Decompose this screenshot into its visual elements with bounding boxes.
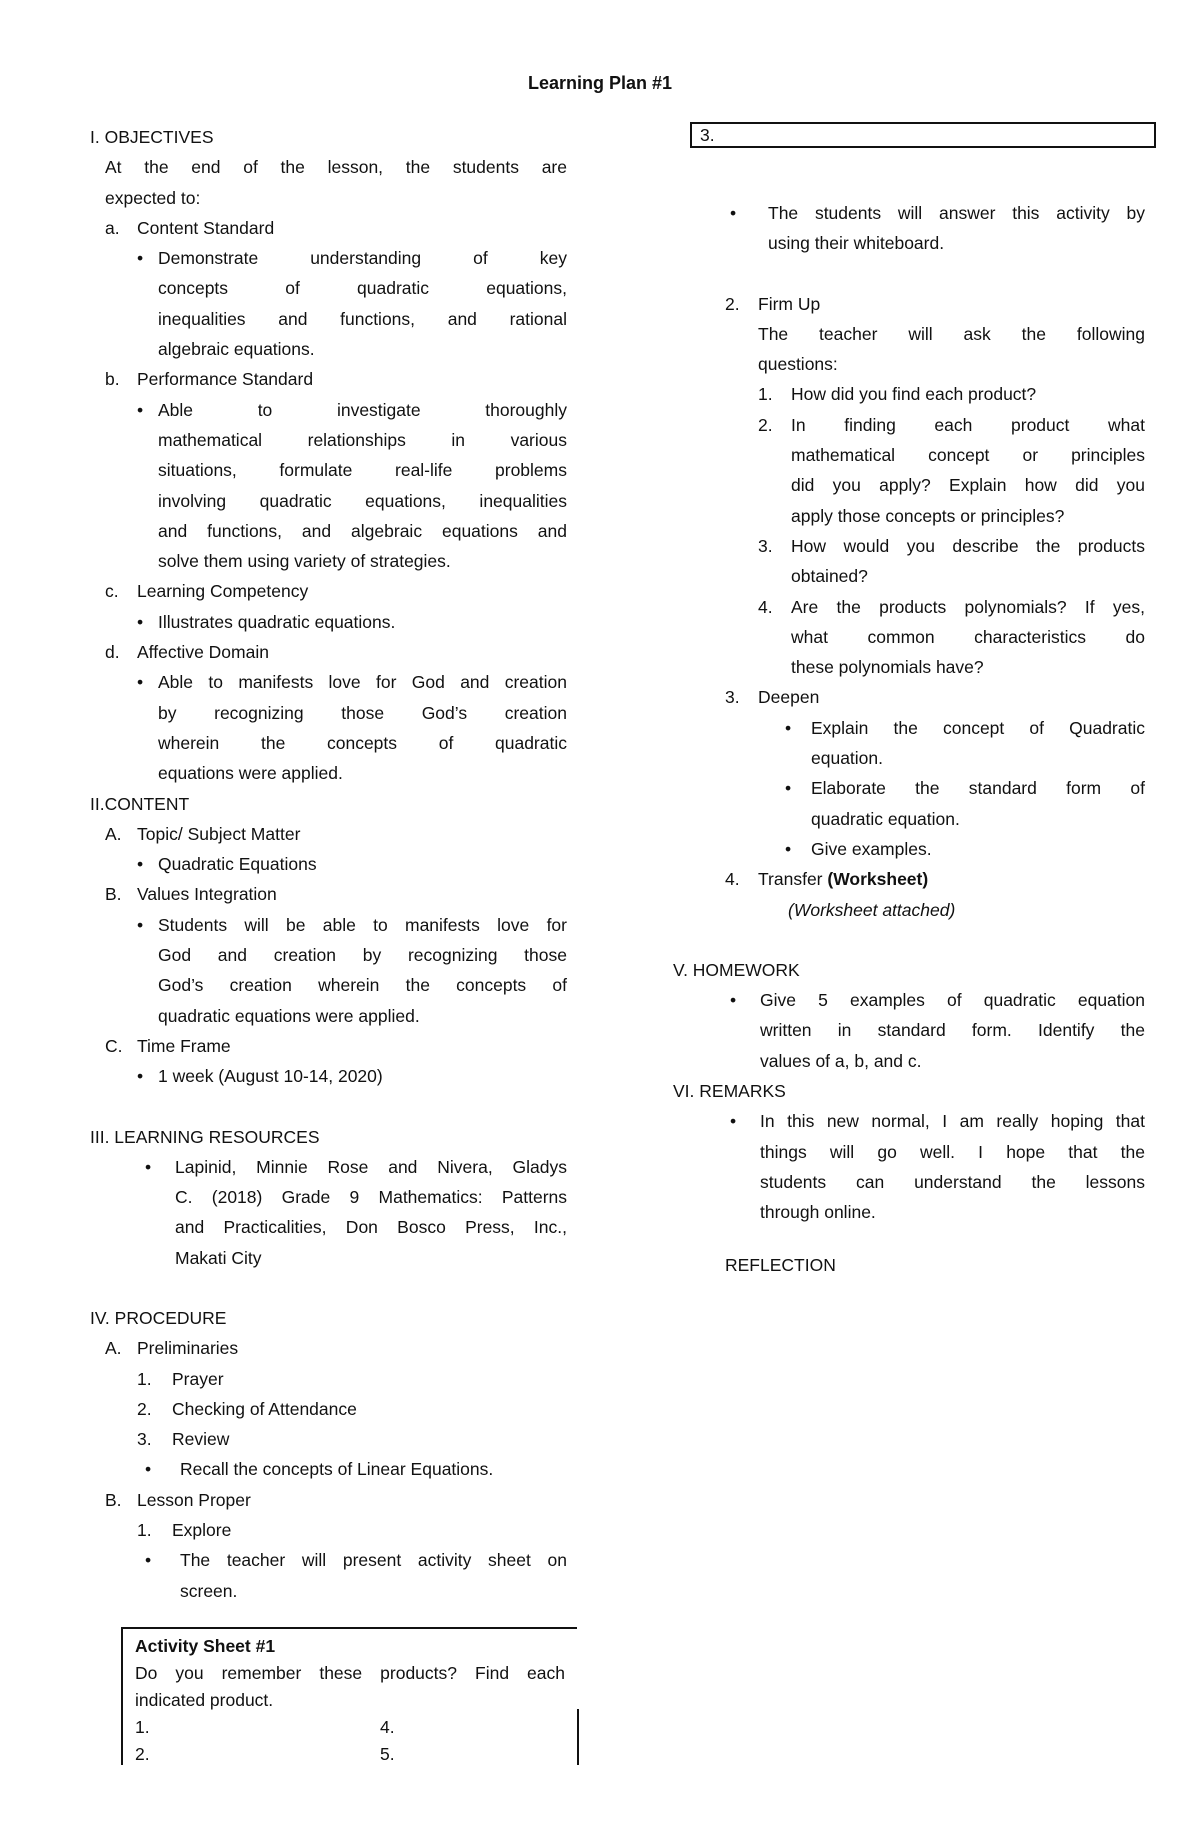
bullet-icon: • (137, 611, 144, 632)
list-marker: A. (105, 823, 122, 844)
transfer-item: 4. Transfer (Worksheet) (725, 869, 929, 890)
learning-competency-item (105, 576, 567, 606)
bullet-icon: • (137, 248, 144, 269)
list-marker: C. (105, 1035, 123, 1056)
page-title: Learning Plan #1 (527, 73, 673, 93)
time-frame-item (105, 1031, 567, 1061)
learning-competency-label: Learning Competency (137, 581, 309, 602)
bullet-icon: • (785, 838, 792, 859)
firm-up-label: Firm Up (758, 293, 821, 314)
values-integration-label: Values Integration (137, 884, 277, 905)
content-standard-label: Content Standard (137, 217, 275, 238)
question-2: 2. In finding each product what (758, 414, 1145, 435)
reflection-heading: REFLECTION (725, 1254, 836, 1275)
bullet-icon: • (145, 1156, 152, 1177)
transfer-label: Transfer (758, 869, 823, 890)
question-4: 4. Are the products polynomials? If yes, (758, 596, 1145, 617)
bullet-icon: • (730, 1111, 737, 1132)
bullet-icon: • (137, 1066, 144, 1087)
whiteboard-bullet: • The students will answer this activity by using their whiteboard. (690, 198, 1145, 259)
activity-sheet-box (121, 1627, 577, 1765)
preliminaries-label: Preliminaries (137, 1338, 239, 1359)
left-column (90, 122, 567, 1606)
bullet-icon: • (145, 1550, 152, 1571)
topic-label: Topic/ Subject Matter (137, 823, 301, 844)
resources-heading: III. LEARNING RESOURCES (90, 1126, 320, 1147)
objectives-intro-2: expected to: (105, 187, 201, 208)
preliminaries-item (105, 1333, 567, 1363)
list-marker: B. (105, 884, 122, 905)
transfer-note: (Worksheet attached) (788, 899, 956, 920)
list-marker: c. (105, 581, 119, 602)
firm-up-section: 2. Firm Up The teacher will ask the following questions: 1. How did you find each product? 2. In finding each product what mathematical concept or principles did you apply? Explain how did you apply those concepts or principles? 3. How would you describe the products obtained? 4. Are the products polynomials? If yes, what common characteristics do these polynomials have? 3. Deepen • Explain the concept of Quadratic equation. • Elaborate the standard form of quadratic equation. • Give examples. 4. Transfer (Worksheet) (Worksheet attached) (690, 289, 1145, 925)
objectives-heading: I. OBJECTIVES (90, 127, 214, 147)
affective-domain-bullet: • Able to manifests love for God and creation by recognizing those God’s creation wherein the concepts of quadratic equations were applied. (105, 667, 567, 788)
time-frame-label: Time Frame (137, 1035, 231, 1056)
list-marker: a. (105, 217, 120, 238)
bullet-icon: • (137, 672, 144, 693)
affective-domain-item (105, 637, 567, 667)
homework-heading: V. HOMEWORK (673, 959, 800, 980)
bullet-icon: • (785, 778, 792, 799)
remarks-bullet: • In this new normal, I am really hoping that things will go well. I hope that the students can understand the lessons through online. (690, 1106, 1145, 1227)
performance-standard-label: Performance Standard (137, 369, 314, 390)
topic-bullet: • Quadratic Equations (105, 849, 567, 879)
deepen-item: 3. Deepen (725, 682, 1145, 712)
topic-item (105, 819, 567, 849)
bullet-icon: • (137, 399, 144, 420)
values-integration-bullet: • Students will be able to manifests love for God and creation by recognizing those God’s creation wherein the concepts of quadratic equations were applied. (105, 910, 567, 1031)
question-1: 1. How did you find each product? (758, 384, 1037, 405)
bullet-icon: • (730, 203, 737, 223)
deepen-bullets: • Explain the concept of Quadratic equation. • Elaborate the standard form of quadratic equation. • Give examples. (725, 713, 1145, 864)
learning-competency-bullet: • Illustrates quadratic equations. (105, 607, 567, 637)
activity-sheet-prompt-2: indicated product. (135, 1690, 274, 1710)
lesson-proper-item (105, 1485, 567, 1515)
question-3: 3. How would you describe the products (758, 535, 1145, 556)
list-marker: d. (105, 642, 120, 663)
affective-domain-label: Affective Domain (137, 642, 269, 663)
activity-sheet-row-1: 1. 4. (135, 1717, 395, 1737)
activity-sheet-divider (577, 1709, 579, 1765)
values-integration-item (105, 879, 567, 909)
bullet-icon: • (785, 717, 792, 738)
preliminaries-list: 1. Prayer 2. Checking of Attendance 3. Review • Recall the concepts of Linear Equations. (105, 1364, 567, 1485)
objectives-intro-1: At the end of the lesson, the students are (105, 157, 567, 178)
activity-sheet-prompt-1: Do you remember these products? Find each (135, 1663, 565, 1683)
bullet-icon: • (730, 990, 737, 1011)
content-standard-item (105, 213, 567, 243)
lesson-proper-label: Lesson Proper (137, 1489, 251, 1510)
activity-sheet-title: Activity Sheet #1 (135, 1636, 276, 1656)
procedure-heading: IV. PROCEDURE (90, 1307, 227, 1328)
bullet-icon: • (145, 1459, 152, 1480)
bullet-icon: • (137, 854, 144, 875)
content-heading: II.CONTENT (90, 793, 190, 814)
list-marker: b. (105, 369, 120, 390)
list-marker: A. (105, 1338, 122, 1359)
content-standard-bullet: • Demonstrate understanding of key concepts of quadratic equations, inequalities and functions, and rational algebraic equations. (105, 243, 567, 364)
homework-bullet: • Give 5 examples of quadratic equation written in standard form. Identify the values of a, b, and c. (690, 985, 1145, 1076)
lesson-proper-list: 1. Explore • The teacher will present activity sheet on screen. (137, 1520, 567, 1601)
activity-sheet-row-2: 2. 5. (135, 1744, 395, 1764)
bullet-icon: • (137, 914, 144, 935)
remarks-heading: VI. REMARKS (673, 1081, 786, 1102)
list-marker: B. (105, 1489, 122, 1510)
performance-standard-bullet: • Able to investigate thoroughly mathematical relationships in various situations, formulate real-life problems involving quadratic equations, inequalities and functions, and algebraic equations and solve them using variety of strategies. (105, 395, 567, 577)
item-3-label: 3. (700, 125, 715, 145)
right-column (673, 198, 1145, 1280)
resources-bullet: • Lapinid, Minnie Rose and Nivera, Gladys C. (2018) Grade 9 Mathematics: Patterns and Practicalities, Don Bosco Press, Inc., Makati City (105, 1152, 567, 1273)
transfer-bold: (Worksheet) (827, 869, 929, 890)
time-frame-bullet: • 1 week (August 10-14, 2020) (105, 1061, 567, 1091)
deepen-label: Deepen (758, 687, 820, 708)
performance-standard-item (105, 364, 567, 394)
item-3-box (690, 122, 1156, 148)
